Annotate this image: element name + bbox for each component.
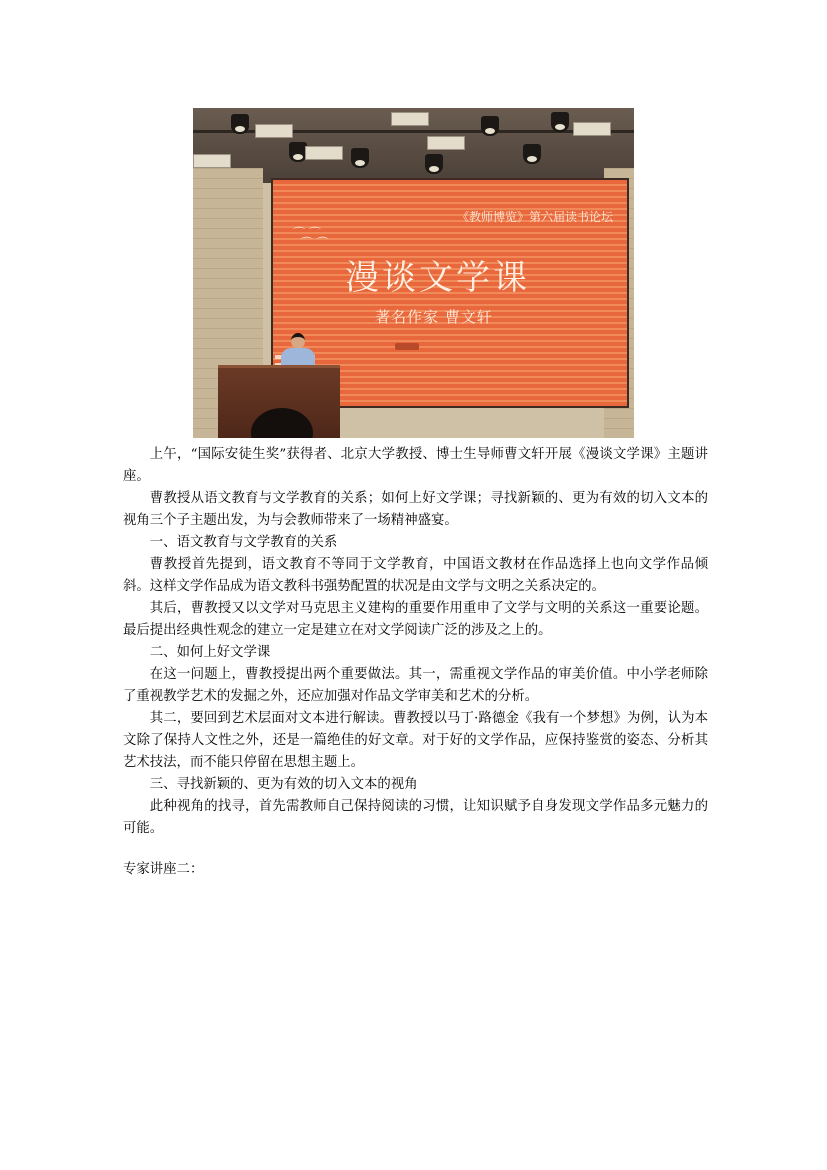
section-heading-3: 三、寻找新颖的、更为有效的切入文本的视角 [149, 777, 418, 792]
screen-title: 漫谈文学课 [345, 258, 530, 298]
stage-light [551, 112, 569, 132]
ceiling-fixture [427, 136, 465, 150]
screen-author: 著名作家 曹文轩 [375, 308, 493, 326]
ceiling-fixture [193, 154, 231, 168]
stage-light [351, 148, 369, 168]
speaker [279, 333, 317, 367]
paragraph-intro: 上午，“国际安徒生奖”获得者、北京大学教授、博士生导师曹文轩开展《漫谈文学课》主题讲座。 [123, 447, 708, 484]
paragraph: 其二，要回到艺术层面对文本进行解读。曹教授以马丁·路德金《我有一个梦想》为例，认为本文除了保持人文性之外，还是一篇绝佳的好文章。对于好的文学作品，应保持鉴赏的姿态、分析其艺术技法，而不能只停留在思想主题上。 [123, 711, 708, 770]
ceiling-fixture [391, 112, 429, 126]
paragraph: 其后，曹教授又以文学对马克思主义建构的重要作用重申了文学与文明的关系这一重要论题。最后提出经典性观念的建立一定是建立在对文学阅读广泛的涉及之上的。 [123, 601, 708, 638]
expert-lecture-heading: 专家讲座二： [123, 862, 204, 877]
paragraph: 在这一问题上，曹教授提出两个重要做法。其一，需重视文学作品的审美价值。中小学老师除了重视教学艺术的发掘之外，还应加强对作品文学审美和艺术的分析。 [123, 667, 708, 704]
ceiling-fixture [255, 124, 293, 138]
screen-subtitle: 《教师博览》第六届读书论坛 [456, 210, 613, 224]
stage-light [481, 116, 499, 136]
screen-logo [395, 343, 419, 350]
speaker-head [291, 333, 305, 349]
article-body [123, 444, 708, 840]
stage-light [523, 144, 541, 164]
section-heading-2: 二、如何上好文学课 [149, 645, 271, 660]
stage-light [231, 114, 249, 134]
paragraph: 曹教授首先提到，语文教育不等同于文学教育，中国语文教材在作品选择上也向文学作品倾斜。这样文学作品成为语文教科书强势配置的状况是由文学与文明之关系决定的。 [123, 557, 708, 594]
ceiling-fixture [305, 146, 343, 160]
paragraph-overview: 曹教授从语文教育与文学教育的关系；如何上好文学课；寻找新颖的、更为有效的切入文本的视角三个子主题出发，为与会教师带来了一场精神盛宴。 [123, 491, 708, 528]
lecture-photo [193, 108, 634, 438]
stage-light [425, 154, 443, 174]
ceiling-fixture [573, 122, 611, 136]
birds-graphic: ⌒ ⌒ ⌒ ⌒ [293, 226, 329, 250]
section-heading-1: 一、语文教育与文学教育的关系 [149, 535, 338, 550]
paragraph: 此种视角的找寻，首先需教师自己保持阅读的习惯，让知识赋予自身发现文学作品多元魅力的可能。 [123, 799, 708, 836]
